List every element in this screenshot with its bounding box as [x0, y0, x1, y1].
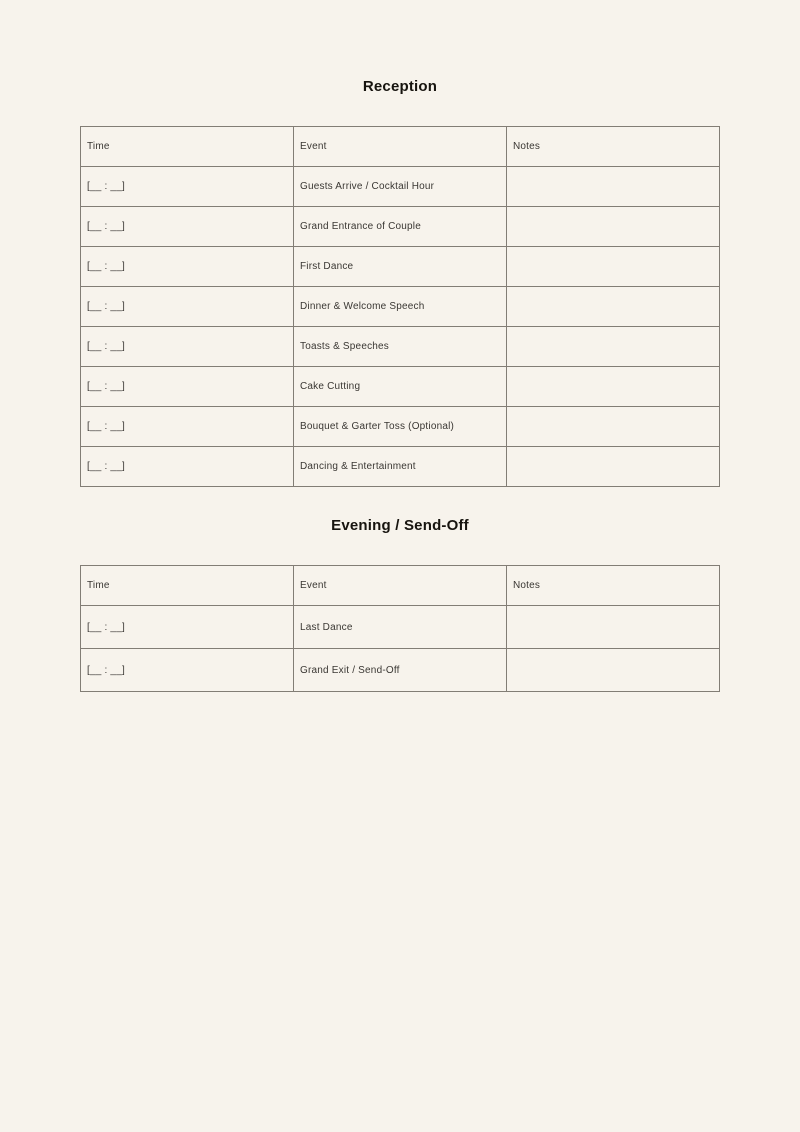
column-header-event: Event	[294, 566, 507, 606]
time-cell: [__ : __]	[81, 327, 294, 367]
table-row	[81, 287, 720, 327]
event-cell: Cake Cutting	[294, 367, 507, 407]
column-header-notes: Notes	[507, 127, 720, 167]
table-row	[81, 407, 720, 447]
event-cell: First Dance	[294, 247, 507, 287]
column-header-time: Time	[81, 566, 294, 606]
notes-cell	[507, 649, 720, 692]
time-cell: [__ : __]	[81, 447, 294, 487]
event-cell: Toasts & Speeches	[294, 327, 507, 367]
evening-schedule-table	[80, 565, 720, 692]
time-cell: [__ : __]	[81, 167, 294, 207]
time-cell: [__ : __]	[81, 247, 294, 287]
event-cell: Dinner & Welcome Speech	[294, 287, 507, 327]
notes-cell	[507, 207, 720, 247]
notes-cell	[507, 247, 720, 287]
table-row	[81, 606, 720, 649]
time-cell: [__ : __]	[81, 606, 294, 649]
section-title-reception: Reception	[362, 78, 438, 95]
notes-cell	[507, 367, 720, 407]
time-cell: [__ : __]	[81, 287, 294, 327]
notes-cell	[507, 167, 720, 207]
table-row	[81, 327, 720, 367]
time-cell: [__ : __]	[81, 649, 294, 692]
column-header-notes: Notes	[507, 566, 720, 606]
table-row	[81, 649, 720, 692]
time-cell: [__ : __]	[81, 367, 294, 407]
notes-cell	[507, 287, 720, 327]
column-header-time: Time	[81, 127, 294, 167]
time-cell: [__ : __]	[81, 207, 294, 247]
time-cell: [__ : __]	[81, 407, 294, 447]
event-cell: Guests Arrive / Cocktail Hour	[294, 167, 507, 207]
column-header-event: Event	[294, 127, 507, 167]
table-header-row	[81, 566, 720, 606]
notes-cell	[507, 447, 720, 487]
event-cell: Dancing & Entertainment	[294, 447, 507, 487]
notes-cell	[507, 606, 720, 649]
event-cell: Grand Entrance of Couple	[294, 207, 507, 247]
section-title-evening-send-off: Evening / Send-Off	[331, 517, 469, 534]
table-row	[81, 207, 720, 247]
table-row	[81, 367, 720, 407]
table-header-row	[81, 127, 720, 167]
notes-cell	[507, 327, 720, 367]
event-cell: Grand Exit / Send-Off	[294, 649, 507, 692]
notes-cell	[507, 407, 720, 447]
section-evening-send-off	[0, 517, 800, 692]
event-cell: Last Dance	[294, 606, 507, 649]
event-cell: Bouquet & Garter Toss (Optional)	[294, 407, 507, 447]
table-row	[81, 247, 720, 287]
section-reception	[0, 78, 800, 487]
reception-schedule-table	[80, 126, 720, 487]
table-row	[81, 447, 720, 487]
table-row	[81, 167, 720, 207]
